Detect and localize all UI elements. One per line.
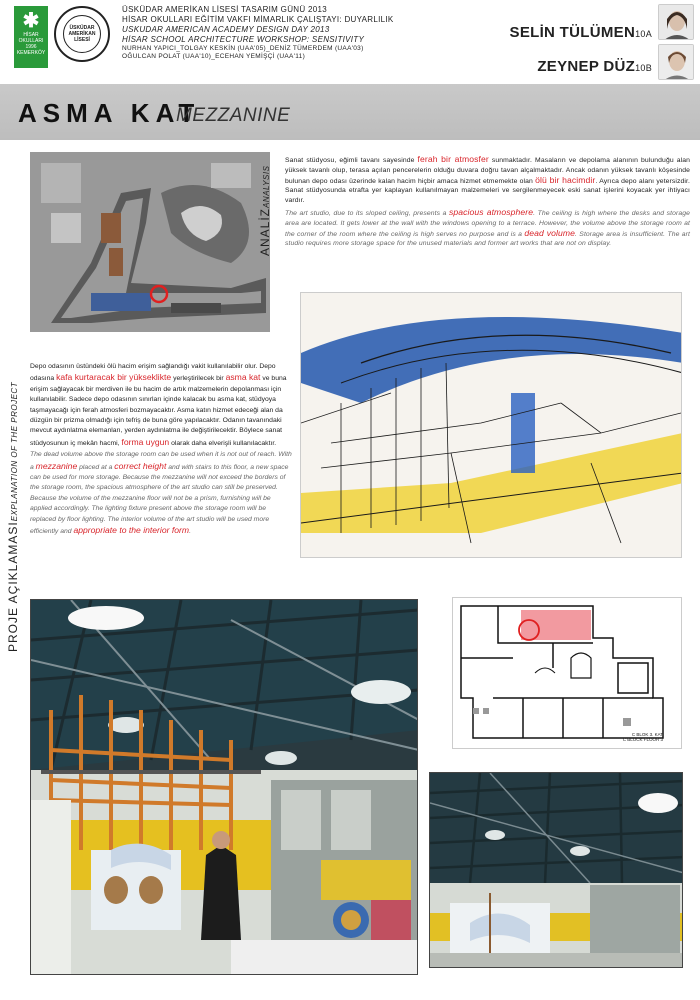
highlight-text: ölü bir hacimdir: [535, 174, 596, 185]
project-label-en: EXPLANATION OF THE PROJECT: [10, 381, 19, 522]
highlight-text: correct height: [114, 460, 167, 471]
aerial-site-map: [30, 152, 270, 332]
project-label-tr: PROJE AÇIKLAMASI: [6, 521, 20, 652]
event-line-5: NURHAN YAPICI_TOLGAY KESKİN (UAA'05)_DENİZ TÜMERDEM (UAA'03): [122, 45, 364, 52]
author-2: [537, 58, 652, 75]
event-line-2: HİSAR OKULLARI EĞİTİM VAKFI MİMARLIK ÇALIŞTAYI: DUYARLILIK: [122, 15, 394, 24]
project-label: [6, 382, 20, 652]
text-run: The dead volume above the storage room can be used when it is not out of reach. With a: [30, 451, 292, 471]
mezzanine-sketch: [300, 292, 682, 558]
plan-caption-en: C BLOCK FLOOR 3: [622, 737, 663, 742]
plan-caption-tr: C BLOK 3. KAT: [631, 732, 663, 737]
floor-plan: [452, 597, 682, 749]
highlight-text: forma uygun: [121, 436, 170, 447]
author-2-class: 10B: [635, 63, 652, 73]
author-2-name: ZEYNEP DÜZ: [537, 58, 636, 75]
author-1: [510, 24, 652, 41]
project-text: [30, 362, 292, 539]
hisar-logo: [14, 6, 48, 68]
project-en-paragraph: [30, 450, 292, 537]
title-band: [0, 84, 700, 140]
event-line-4: HİSAR SCHOOL ARCHITECTURE WORKSHOP: SENSITIVITY: [122, 35, 365, 44]
event-line-1: ÜSKÜDAR AMERİKAN LİSESİ TASARIM GÜNÜ 2013: [122, 5, 327, 14]
logo-text-2: OKULLARI: [18, 38, 44, 44]
uaa-seal-logo: [54, 6, 110, 62]
event-line-6: OĞULCAN POLAT (UAA'10)_ECEHAN YEMİŞÇİ (UAA'11): [122, 53, 306, 60]
highlight-text: mezzanine: [35, 460, 78, 471]
studio-collage-photo: [30, 599, 418, 975]
text-run: placed at a: [77, 463, 115, 471]
text-run: sunmaktadır. Masaların ve depolama alanının bulunduğu alan yüksek tavanlı olup, terasa açılan pencerelerin olduğu duvara doğru tavan alçalmaktadır. Ancak odanın yüksek tavanlı köşesinde bulunan depo odası üzerinde kalan hacim hiçbir amaca hizmet etmemekte olan: [285, 157, 691, 185]
highlight-text: asma kat: [225, 372, 261, 383]
analysis-label-tr: ANALİZ: [258, 207, 272, 256]
figure-icon: ✱: [22, 10, 40, 32]
text-run: .: [189, 528, 191, 536]
analysis-tr-paragraph: [285, 155, 690, 206]
author-1-class: 10A: [635, 29, 652, 39]
logo-text-4: KEMERKÖY: [16, 50, 46, 56]
project-tr-paragraph: [30, 362, 292, 449]
highlight-text: ferah bir atmosfer: [417, 154, 489, 164]
text-run: ve buna erişim sağlayacak bir merdiven ile bu hacim de artık malzemelerin depolanması için kullanılabilir. Sadece depo odasının sınırları içinde kalacak bu asma kat, stüdyoya taşmayacağı için ferah atmosferi bozmayacaktır. Asma katın hizmet edeceği alan da düzgün bir prizma olmadığı için tefriş de buna göre yapılacaktır. Odanın tavanındaki mevcut aydınlatma elemanları, yerden aydınlatma ile değiştirilecektir. Böylece sanat stüdyosunun iç mekân hacmi,: [30, 375, 287, 447]
analysis-en-paragraph: [285, 208, 690, 249]
text-run: yerleştirilecek bir: [171, 375, 226, 383]
text-run: Sanat stüdyosu, eğimli tavanı sayesinde: [285, 157, 418, 164]
author-2-portrait: [658, 44, 694, 80]
author-1-portrait: [658, 4, 694, 40]
plan-caption: [623, 732, 663, 742]
title-en: MEZZANINE: [176, 105, 291, 126]
seal-inner: ÜSKÜDAR AMERİKAN LİSESİ: [63, 15, 101, 53]
studio-photo: [429, 772, 683, 968]
highlight-text: appropriate to the interior form: [73, 525, 190, 536]
logo-text-3: 1996: [25, 44, 37, 50]
author-1-name: SELİN TÜLÜMEN: [509, 24, 636, 41]
event-line-3: USKUDAR AMERICAN ACADEMY DESIGN DAY 2013: [122, 25, 330, 34]
highlight-text: spacious atmosphere: [448, 206, 534, 217]
title-tr: ASMA KAT: [18, 98, 201, 128]
highlight-text: dead volume: [524, 227, 576, 238]
poster-header: [0, 0, 700, 82]
text-run: The art studio, due to its sloped ceiling, presents a: [285, 209, 449, 217]
event-info: [122, 5, 502, 61]
logo-text-1: HİSAR: [23, 32, 39, 38]
text-run: Depo odasının üstündeki ölü hacim erişim sağlandığı vakit kullanılabilir olur. Depo odasına: [30, 363, 276, 383]
text-run: . Ayrıca depo alanı yetersizdir. Sanat stüdyosunda etrafta yer kaplayan kullanılmayan malzemeleri ve sergilenmeyecek eski sanat işlerini koyacak yer ihtiyacı vardır.: [285, 177, 690, 205]
analysis-label: [258, 166, 272, 256]
highlight-text: kafa kurtaracak bir yükseklikte: [56, 372, 172, 383]
analysis-label-en: ANALYSIS: [262, 165, 271, 208]
text-run: olarak daha elverişli kullanılacaktır.: [169, 439, 277, 447]
text-run: and with stairs to this floor, a new space can be used for more storage. Because the mezzanine will not exceed the borders of the storage room, the spacious atmosphere of the art studio can still be preserved. Because the volume of the mezzanine floor will not be a prism, furnishing will be applied accordingly. The lighting fixture present above the storage room will be replaced by floor lighting. The interior volume of the art studio will be used more efficiently and: [30, 463, 289, 536]
text-run: . Storage area is insufficient. The art studio requires more storage space for the unused materials and former art works that are not on display.: [285, 230, 691, 248]
analysis-text: [285, 155, 690, 251]
text-run: . The ceiling is high where the desks and storage area are located. It gets lower at the wall with the windows opening to a terrace. However, the volume above the storage room at the corner of the room where the ceiling is high serves no purpose and is a: [285, 209, 690, 238]
